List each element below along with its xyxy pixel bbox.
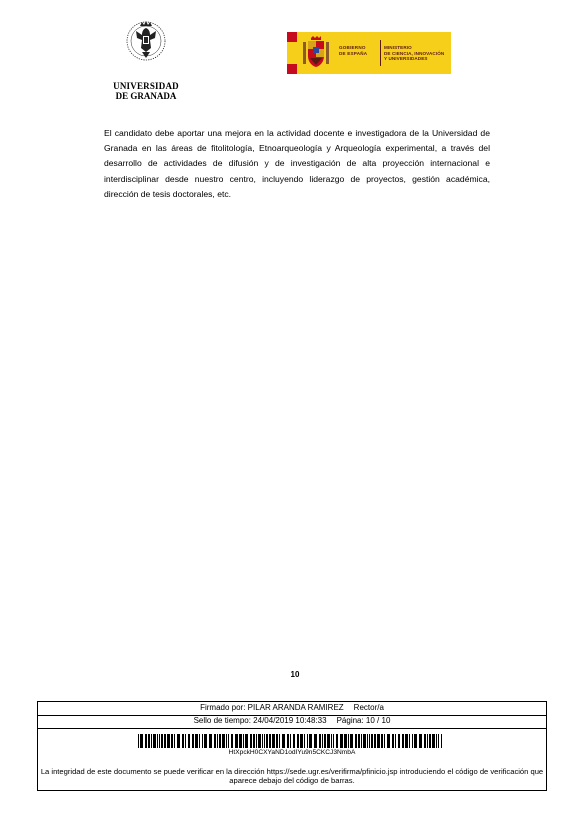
university-name-line1: UNIVERSIDAD [113, 81, 179, 91]
ministry-logo [287, 32, 451, 74]
signature-box [37, 701, 547, 791]
page-count-text: Página: 10 / 10 [336, 716, 391, 725]
timestamp-text: Sello de tiempo: 24/04/2019 10:48:33 [193, 716, 327, 725]
coat-of-arms-icon [301, 36, 331, 70]
timestamp-row [38, 716, 546, 729]
spain-flag-icon [287, 32, 297, 74]
body-paragraph: El candidato debe aportar una mejora en la actividad docente e investigadora de la Universidad de Granada en las áreas de fitolitología, Etnoarqueología y Arqueología experimental, a través del desarrollo de actividades de difusión y de investigación de alta proyección internacional e interdisciplinar desde nuestro centro, incluyendo liderazgo de proyectos, gestión académica, dirección de tesis doctorales, etc. [104, 128, 490, 199]
barcode-code-text: HtXpckH0CXYaND1odIYu9n5CKCJ3NmbA [228, 749, 356, 756]
university-name-line2: DE GRANADA [115, 91, 177, 101]
university-seal-icon [126, 14, 166, 68]
logo-divider [380, 40, 381, 66]
page-number: 10 [290, 670, 300, 679]
signature-row [38, 703, 546, 716]
barcode-icon [138, 734, 442, 748]
verification-text: La integridad de este documento se puede verificar en la dirección https://sede.ugr.es/verifirma/pfinicio.jsp introduciendo el código de verificación que aparece debajo del código de barras. [40, 767, 544, 786]
ministry-label: MINISTERIO DE CIENCIA, INNOVACIÓN Y UNIVERSIDADES [384, 45, 445, 62]
signed-by-text: Firmado por: PILAR ARANDA RAMIREZ [200, 703, 344, 712]
government-label: GOBIERNO DE ESPAÑA [339, 45, 368, 56]
signer-role-text: Rector/a [353, 703, 384, 712]
university-logo [104, 14, 188, 101]
